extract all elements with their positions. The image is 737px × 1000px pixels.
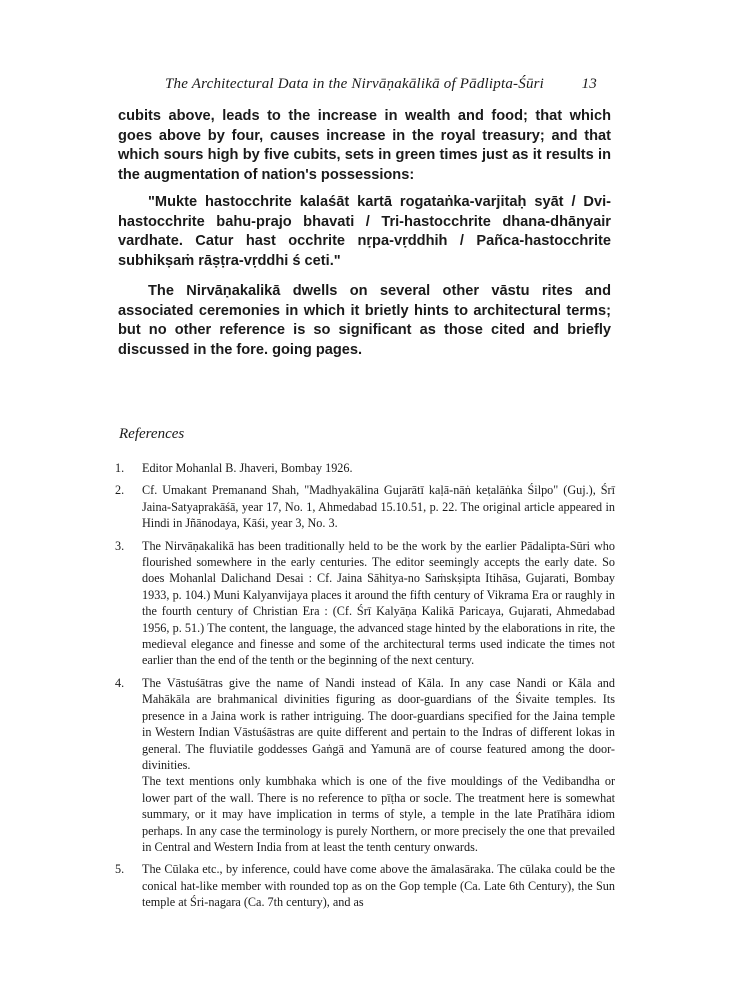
page-number: 13 [581, 76, 597, 92]
reference-item-4 [115, 675, 615, 855]
reference-item-5 [115, 861, 615, 910]
body-paragraph-1: cubits above, leads to the increase in wealth and food; that which goes above by four, causes increase in the royal treasury; and that which sours high by five cubits, sets in green times just as it results in the augmentation of nation's possessions: [118, 108, 611, 183]
reference-text: The Cūlaka etc., by inference, could have come above the āmalasāraka. The cūlaka could be the conical hat-like member with rounded top as on the Gop temple (Ca. Late 6th Century), the Sun temple at Śri-nagara (Ca. 7th century), and as [142, 862, 615, 910]
reference-number: 1. [115, 461, 125, 475]
reference-text: Cf. Umakant Premanand Shah, "Madhyakālina Gujarātī kaḷā-nāṅ keṭalāṅka Śilpo" (Guj.), Śrī Jaina-Satyaprakāśā, year 17, No. 1, Ahmedabad 15.10.51, p. 22. The original article appeared in Hindi in Jñānodaya, Kāśi, year 3, No. 3. [142, 483, 615, 531]
reference-item-3 [115, 538, 615, 669]
header-title: The Architectural Data in the Nirvāṇakālikā of Pādlipta-Śūri [165, 76, 545, 92]
reference-item-1 [115, 460, 615, 476]
reference-text: The Vāstuśātras give the name of Nandi instead of Kāla. In any case Nandi or Kāla and Mahākāla are brahmanical divinities figuring as door-guardians of the Śivaite temples. Its presence in a Jaina work is rather intriguing. The door-guardians specified for the Jaina temple in Western Indian Vāstuśāstras are quite different and pertain to the Indras of different lokas in general. The fluviatile goddesses Gaṅgā and Yamunā are of course featured among the door-divinities. [142, 675, 615, 772]
references-heading: References [119, 426, 185, 442]
running-header [165, 76, 597, 93]
references-list [115, 460, 615, 917]
reference-number: 3. [115, 538, 125, 553]
reference-text: Editor Mohanlal B. Jhaveri, Bombay 1926. [142, 461, 353, 475]
reference-number: 5. [115, 862, 125, 877]
body-paragraph-2: The Nirvāṇakalikā dwells on several other vāstu rites and associated ceremonies in which it brietly hints to architectural terms; but no other reference is so significant as those cited and briefly discussed in the fore. going pages. [118, 283, 611, 358]
reference-item-2 [115, 482, 615, 531]
reference-text: The Nirvāṇakalikā has been traditionally held to be the work by the earlier Pādalipta-Sūri who flourished somewhere in the early centuries. The editor seemingly accepts the early date. So does Mohanlal Dalichand Desai : Cf. Jaina Sāhitya-no Saṁskṣipta Itihāsa, Gujarati, Bombay 1933, p. 104.) Muni Kalyanvijaya places it around the fifth century of Vikrama Era or raughly in the fourth century of Christian Era : (Cf. Śrī Kalyāṇa Kalikā Paricaya, Gujarati, Ahmedabad 1956, p. 51.) The content, the language, the advanced stage hinted by the elaborations in rite, the medieval elegance and finesse and some of the architectural terms used indicate the times not earlier than the end of the tenth or the beginning of the next century. [142, 538, 615, 668]
sanskrit-quote: "Mukte hastocchrite kalaśāt kartā rogataṅka-varjitaḥ syāt / Dvi-hastocchrite bahu-prajo bhavati / Tri-hastocchrite dhana-dhānyair vardhate. Catur hast occhrite nṛpa-vṛddhih / Pañca-hastocchrite subhikṣaṁ rāṣṭra-vṛddhi ś ceti." [118, 194, 611, 269]
reference-text-continued: The text mentions only kumbhaka which is one of the five mouldings of the Vedibandha or lower part of the wall. There is no reference to pīṭha or socle. The treatment here is somewhat summary, or it may have implication in terms of style, a temple in the late Pratīhāra idiom perhaps. In any case the terminology is purely Northern, or more precisely the one that prevailed in Central and Western India from at least the tenth century onwards. [142, 774, 615, 854]
reference-number: 2. [115, 483, 125, 498]
reference-number: 4. [115, 675, 125, 690]
